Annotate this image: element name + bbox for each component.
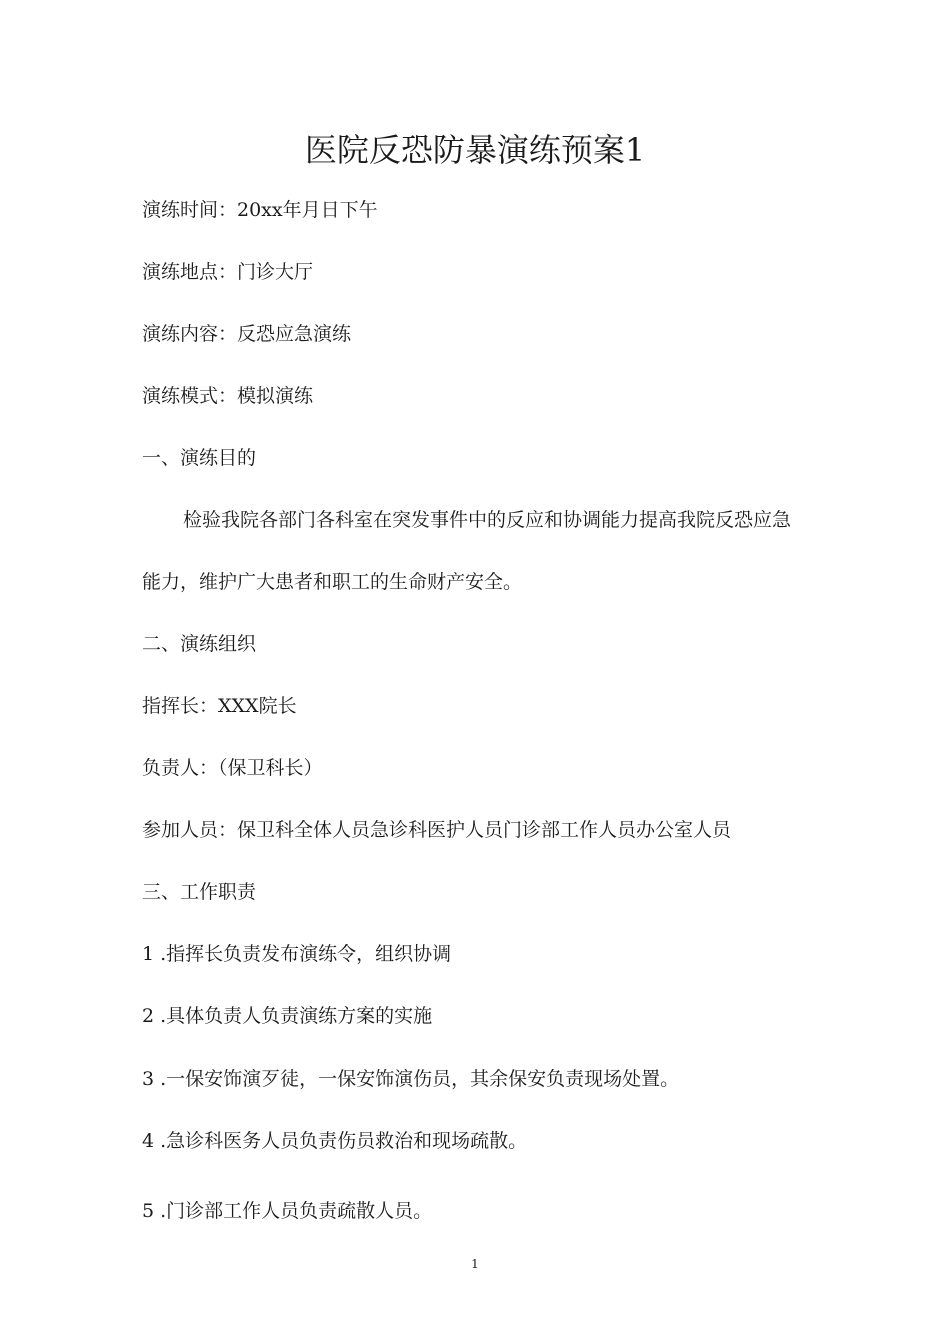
section-heading-organization: 二、演练组织 xyxy=(142,633,257,655)
drill-location: 演练地点：门诊大厅 xyxy=(142,261,314,283)
drill-mode: 演练模式：模拟演练 xyxy=(142,385,314,407)
page-number: 1 xyxy=(471,1257,479,1271)
drill-time: 演练时间：20xx年月日下午 xyxy=(142,199,378,221)
participants-line: 参加人员：保卫科全体人员急诊科医护人员门诊部工作人员办公室人员 xyxy=(142,819,732,841)
document-title: 医院反恐防暴演练预案1 xyxy=(304,131,646,169)
commander-line: 指挥长：XXX院长 xyxy=(142,695,297,717)
section-heading-purpose: 一、演练目的 xyxy=(142,447,257,469)
purpose-paragraph-line-2: 能力，维护广大患者和职工的生命财产安全。 xyxy=(142,571,523,593)
duty-item: 4 .急诊科医务人员负责伤员救治和现场疏散。 xyxy=(142,1130,528,1152)
duty-item: 1 .指挥长负责发布演练令，组织协调 xyxy=(142,943,452,965)
duty-item: 5 .门诊部工作人员负责疏散人员。 xyxy=(142,1200,433,1222)
section-heading-duties: 三、工作职责 xyxy=(142,881,257,903)
person-in-charge-line: 负责人：（保卫科长） xyxy=(142,757,323,779)
duty-item: 2 .具体负责人负责演练方案的实施 xyxy=(142,1005,433,1027)
purpose-paragraph-line-1: 检验我院各部门各科室在突发事件中的反应和协调能力提高我院反恐应急 xyxy=(183,509,792,531)
duty-item: 3 .一保安饰演歹徒，一保安饰演伤员，其余保安负责现场处置。 xyxy=(142,1068,680,1090)
drill-content: 演练内容：反恐应急演练 xyxy=(142,323,352,345)
